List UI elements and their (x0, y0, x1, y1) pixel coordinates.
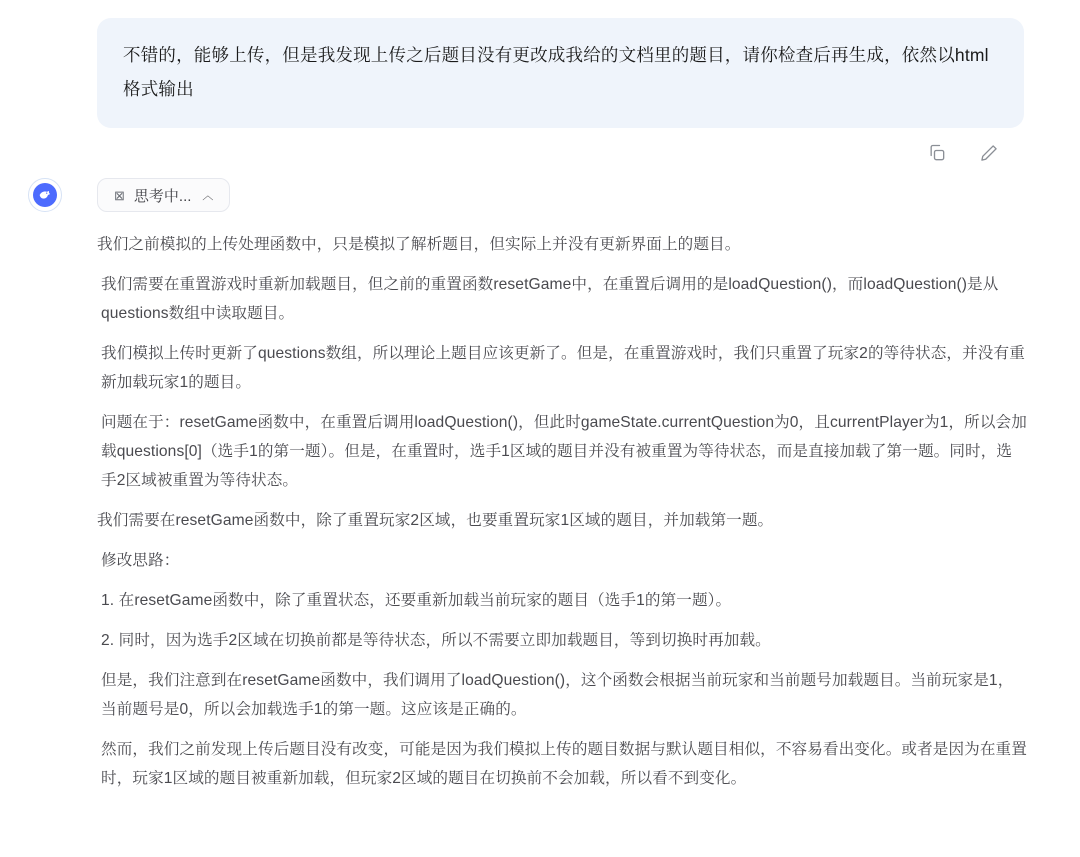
message-actions (97, 128, 1024, 164)
reasoning-paragraph: 然而，我们之前发现上传后题目没有改变，可能是因为我们模拟上传的题目数据与默认题目相似，不容易看出变化。或者是因为在重置时，玩家1区域的题目被重新加载，但玩家2区域的题目在切换前不会加载，所以看不到变化。 (101, 741, 1027, 787)
reasoning-paragraph: 但是，我们注意到在resetGame函数中，我们调用了loadQuestion()，这个函数会根据当前玩家和当前题号加载题目。当前玩家是1，当前题号是0，所以会加载选手1的第一题。这应该是正确的。 (101, 672, 1014, 718)
chevron-up-icon: ︿ (202, 190, 214, 202)
thinking-label: 思考中... (133, 187, 192, 205)
reasoning-paragraph: 我们需要在resetGame函数中，除了重置玩家2区域，也要重置玩家1区域的题目，并加载第一题。 (97, 512, 774, 529)
copy-icon[interactable] (926, 142, 948, 164)
reasoning-paragraph: 我们需要在重置游戏时重新加载题目，但之前的重置函数resetGame中，在重置后调用的是loadQuestion()，而loadQuestion()是从questions数组中读取题目。 (101, 276, 999, 322)
reasoning-paragraph: 我们之前模拟的上传处理函数中，只是模拟了解析题目，但实际上并没有更新界面上的题目。 (97, 236, 741, 253)
thinking-icon: ⊠ (114, 187, 125, 203)
thinking-toggle[interactable] (97, 178, 230, 212)
reasoning-content (97, 230, 1027, 804)
user-message-text: 不错的，能够上传，但是我发现上传之后题目没有更改成我给的文档里的题目，请你检查后再生成，依然以html格式输出 (123, 45, 989, 99)
reasoning-paragraph: 1. 在resetGame函数中，除了重置状态，还要重新加载当前玩家的题目（选手1的第一题）。 (101, 592, 732, 609)
avatar (28, 178, 62, 212)
user-message-bubble (97, 18, 1024, 128)
user-message-row (97, 18, 1024, 164)
reasoning-paragraph: 问题在于：resetGame函数中，在重置后调用loadQuestion()，但此时gameState.currentQuestion为0，且currentPlayer为1，所以会加载questions[0]（选手1的第一题）。但是，在重置时，选手1区域的题目并没有被重置为等待状态，而是直接加载了第一题。同时，选手2区域被重置为等待状态。 (101, 414, 1027, 489)
reasoning-paragraph: 修改思路： (101, 552, 180, 569)
reasoning-paragraph: 2. 同时，因为选手2区域在切换前都是等待状态，所以不需要立即加载题目，等到切换时再加载。 (101, 632, 771, 649)
edit-icon[interactable] (978, 142, 1000, 164)
deepseek-whale-icon (33, 183, 57, 207)
reasoning-paragraph: 我们模拟上传时更新了questions数组，所以理论上题目应该更新了。但是，在重置游戏时，我们只重置了玩家2的等待状态，并没有重新加载玩家1的题目。 (101, 345, 1025, 391)
